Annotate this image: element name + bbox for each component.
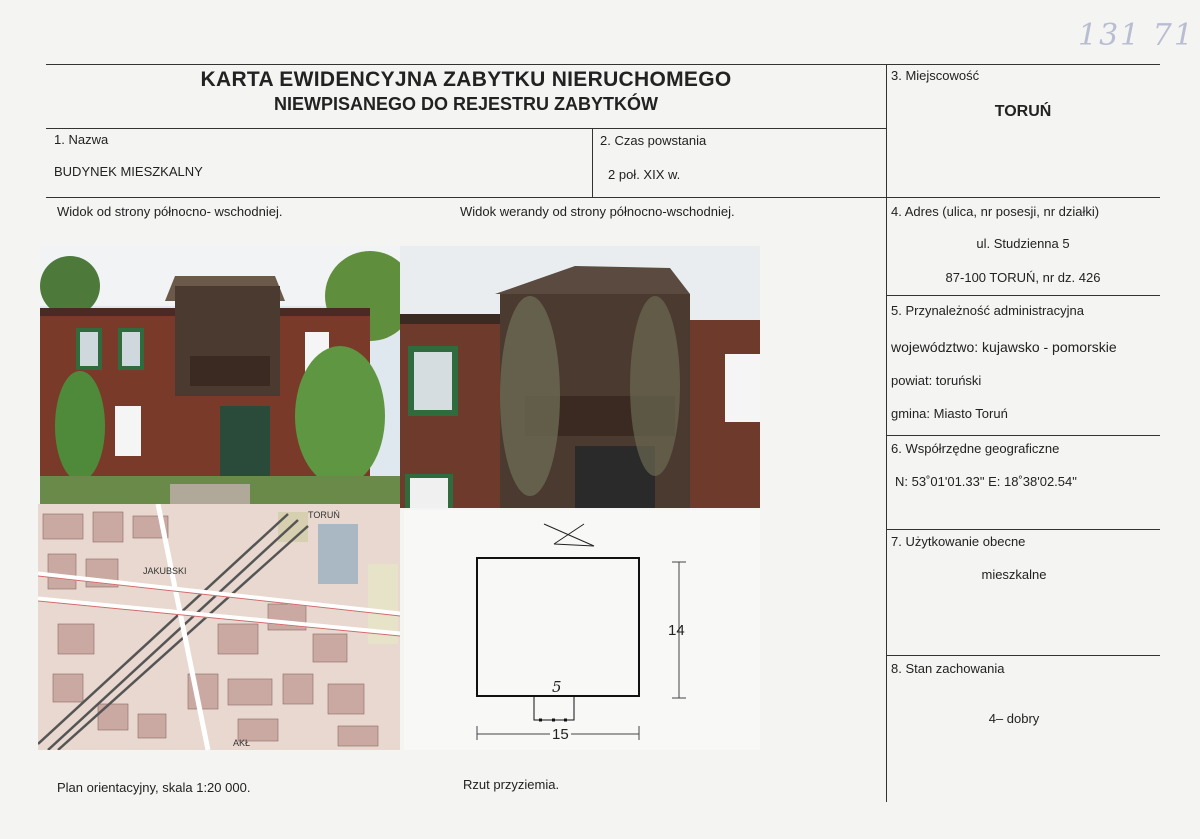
card-subtitle: NIEWPISANEGO DO REJESTRU ZABYTKÓW xyxy=(273,94,659,114)
map-label-jakubski: JAKUBSKI xyxy=(143,566,187,576)
field8-label: 8. Stan zachowania xyxy=(891,661,1005,676)
north-arrow-icon xyxy=(544,524,594,546)
plan-width-label: 15 xyxy=(552,726,569,743)
field3-label: 3. Miejscowość xyxy=(891,68,980,83)
divider-5-6 xyxy=(886,435,1160,436)
field6-label: 6. Współrzędne geograficzne xyxy=(891,441,1060,456)
photo-right-caption: Widok werandy od strony północno-wschodniej. xyxy=(460,204,735,219)
map-caption: Plan orientacyjny, skala 1:20 000. xyxy=(57,780,251,795)
house-photo xyxy=(40,246,400,504)
field4-line1: ul. Studzienna 5 xyxy=(976,236,1070,251)
field4-label: 4. Adres (ulica, nr posesji, nr działki) xyxy=(891,204,1100,219)
field7-label: 7. Użytkowanie obecne xyxy=(891,534,1026,549)
field2-label: 2. Czas powstania xyxy=(600,133,707,148)
map-label-akl: AKŁ xyxy=(233,738,251,748)
card-title: KARTA EWIDENCYJNA ZABYTKU NIERUCHOMEGO xyxy=(200,68,732,91)
field5-county: powiat: toruński xyxy=(891,373,982,388)
map-label-torun: TORUŃ xyxy=(308,510,340,520)
field2-value: 2 poł. XIX w. xyxy=(608,167,681,182)
divider-6-7 xyxy=(886,529,1160,530)
field8-value: 4– dobry xyxy=(988,711,1040,726)
veranda-outline xyxy=(534,696,574,720)
divider-4-5 xyxy=(886,295,1160,296)
field1-label: 1. Nazwa xyxy=(54,132,109,147)
field5-label: 5. Przynależność administracyjna xyxy=(891,303,1084,318)
field1-field2-divider xyxy=(592,128,593,197)
field6-value: N: 53˚01'01.33" E: 18˚38'02.54" xyxy=(895,474,1077,489)
divider-7-8 xyxy=(886,655,1160,656)
fields-divider xyxy=(46,197,1160,198)
veranda-photo xyxy=(400,246,760,508)
field5-commune: gmina: Miasto Toruń xyxy=(891,406,1008,421)
field7-value: mieszkalne xyxy=(981,567,1047,582)
plan-caption: Rzut przyziemia. xyxy=(463,777,560,792)
photo-left-caption: Widok od strony północno- wschodniej. xyxy=(57,204,283,219)
field4-line2: 87-100 TORUŃ, nr dz. 426 xyxy=(945,270,1101,285)
building-outline xyxy=(477,558,639,696)
title-divider xyxy=(46,128,886,129)
field1-value: BUDYNEK MIESZKALNY xyxy=(54,164,203,179)
archive-number: 131 71 xyxy=(1078,18,1195,53)
ground-floor-plan xyxy=(404,510,760,750)
plan-depth-label: 14 xyxy=(668,622,685,639)
field5-voivodeship: województwo: kujawsko - pomorskie xyxy=(891,339,1117,355)
orientation-map xyxy=(38,504,400,750)
field3-value: TORUŃ xyxy=(994,103,1052,120)
plan-inner-label: 5 xyxy=(552,678,562,696)
right-column-border xyxy=(886,64,887,802)
top-border xyxy=(46,64,1160,65)
